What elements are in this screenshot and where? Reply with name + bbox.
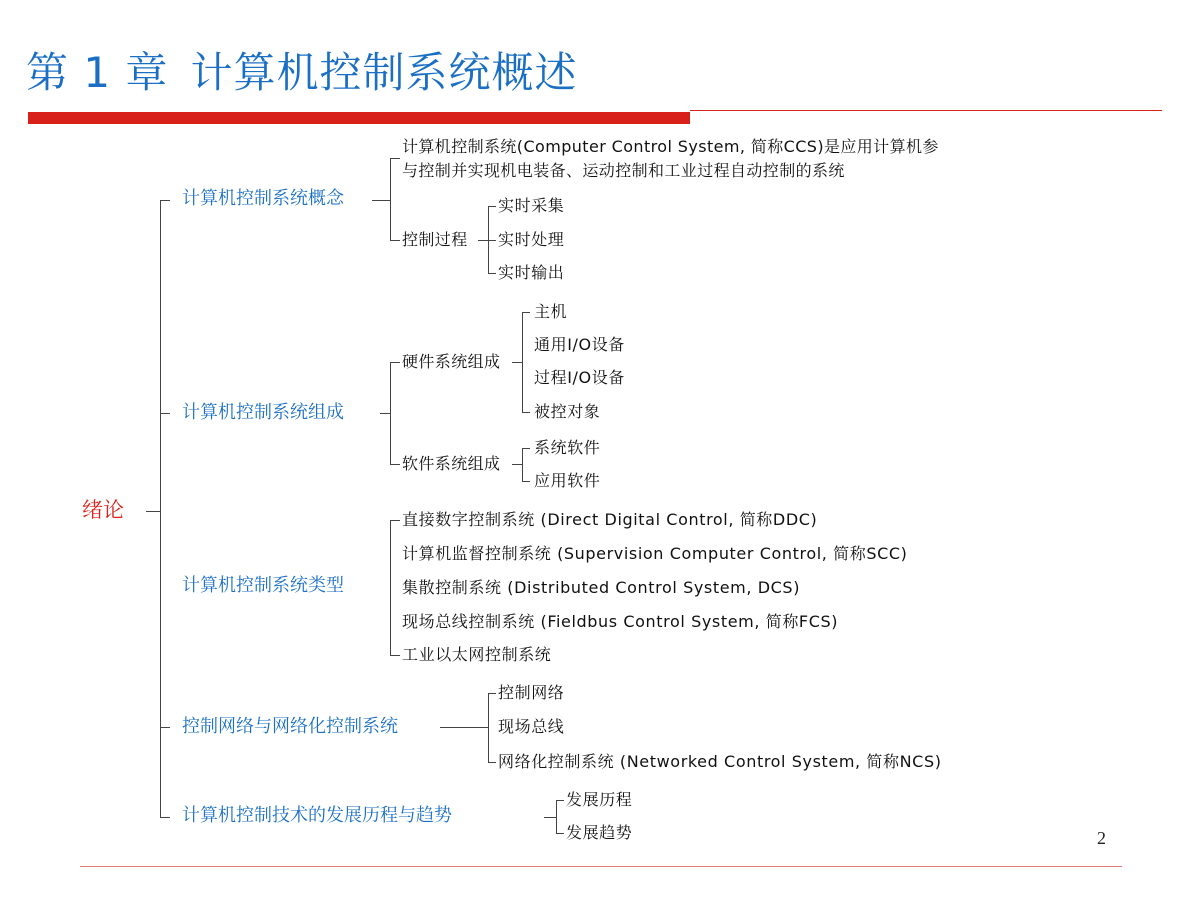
branch-tick-development — [160, 817, 170, 818]
type-item: 现场总线控制系统 (Fieldbus Control System, 简称FCS) — [402, 612, 839, 631]
title-underline-bar — [28, 112, 690, 124]
process-tick-2 — [488, 240, 496, 241]
root-bracket-vertical — [160, 200, 161, 817]
footer-divider — [80, 866, 1122, 867]
type-item: 集散控制系统 (Distributed Control System, DCS) — [402, 578, 801, 597]
branch-composition-label: 计算机控制系统组成 — [182, 402, 344, 423]
slide-title — [26, 40, 577, 100]
development-tick-1 — [556, 800, 564, 801]
process-item: 实时输出 — [498, 263, 565, 282]
composition-tick-hardware — [390, 362, 400, 363]
page-number: 2 — [1097, 828, 1106, 848]
software-item: 应用软件 — [534, 471, 601, 490]
composition-bracket-vertical — [390, 362, 391, 464]
concept-definition-line1: 计算机控制系统(Computer Control System, 简称CCS)是应用计算机参 — [402, 137, 939, 156]
development-item: 发展趋势 — [566, 823, 633, 842]
hardware-bracket-vertical — [522, 312, 523, 412]
network-item: 现场总线 — [498, 717, 565, 736]
branch-tick-composition — [160, 413, 170, 414]
hardware-label: 硬件系统组成 — [402, 352, 501, 371]
process-tick-3 — [488, 273, 496, 274]
concept-connector — [372, 200, 390, 201]
concept-bracket-vertical — [390, 158, 391, 240]
network-item: 网络化控制系统 (Networked Control System, 简称NCS) — [498, 752, 942, 771]
software-connector — [512, 464, 522, 465]
chapter-number: 第 1 章 — [26, 48, 169, 97]
branch-tick-concept — [160, 200, 170, 201]
process-tick-1 — [488, 206, 496, 207]
branch-concept-label: 计算机控制系统概念 — [182, 188, 344, 209]
composition-connector — [380, 413, 390, 414]
development-tick-2 — [556, 833, 564, 834]
root-connector — [146, 511, 160, 512]
branch-network-label: 控制网络与网络化控制系统 — [182, 716, 398, 737]
branch-types-label: 计算机控制系统类型 — [182, 575, 344, 596]
network-item: 控制网络 — [498, 683, 565, 702]
branch-tick-network — [160, 727, 170, 728]
process-connector — [478, 240, 488, 241]
tree-root-label: 绪论 — [82, 498, 124, 522]
branch-development-label: 计算机控制技术的发展历程与趋势 — [182, 805, 452, 826]
software-label: 软件系统组成 — [402, 454, 501, 473]
network-tick-3 — [488, 762, 496, 763]
development-item: 发展历程 — [566, 790, 633, 809]
hardware-item: 主机 — [534, 302, 568, 321]
type-item: 直接数字控制系统 (Direct Digital Control, 简称DDC) — [402, 510, 818, 529]
process-item: 实时采集 — [498, 196, 565, 215]
title-underline-thin — [690, 110, 1162, 111]
composition-tick-software — [390, 464, 400, 465]
network-tick-1 — [488, 693, 496, 694]
types-tick-1 — [390, 520, 400, 521]
process-label: 控制过程 — [402, 230, 468, 249]
hardware-connector — [512, 362, 522, 363]
concept-definition-line2: 与控制并实现机电装备、运动控制和工业过程自动控制的系统 — [402, 161, 845, 180]
software-item: 系统软件 — [534, 438, 601, 457]
hardware-tick-1 — [522, 312, 530, 313]
chapter-title: 计算机控制系统概述 — [190, 48, 578, 97]
software-tick-1 — [522, 448, 530, 449]
hardware-item: 通用I/O设备 — [534, 335, 625, 354]
network-bracket-vertical — [488, 693, 489, 762]
software-tick-2 — [522, 481, 530, 482]
types-bracket-vertical — [390, 520, 391, 655]
development-connector — [544, 817, 556, 818]
concept-tick-process — [390, 240, 400, 241]
hardware-item: 过程I/O设备 — [534, 368, 625, 387]
hardware-item: 被控对象 — [534, 402, 601, 421]
network-connector — [440, 727, 488, 728]
software-bracket-vertical — [522, 448, 523, 481]
types-tick-5 — [390, 655, 400, 656]
concept-tick-definition — [390, 158, 400, 159]
type-item: 工业以太网控制系统 — [402, 645, 552, 664]
development-bracket-vertical — [556, 800, 557, 833]
hardware-tick-4 — [522, 412, 530, 413]
process-item: 实时处理 — [498, 230, 565, 249]
type-item: 计算机监督控制系统 (Supervision Computer Control, 简称SCC) — [402, 544, 908, 563]
